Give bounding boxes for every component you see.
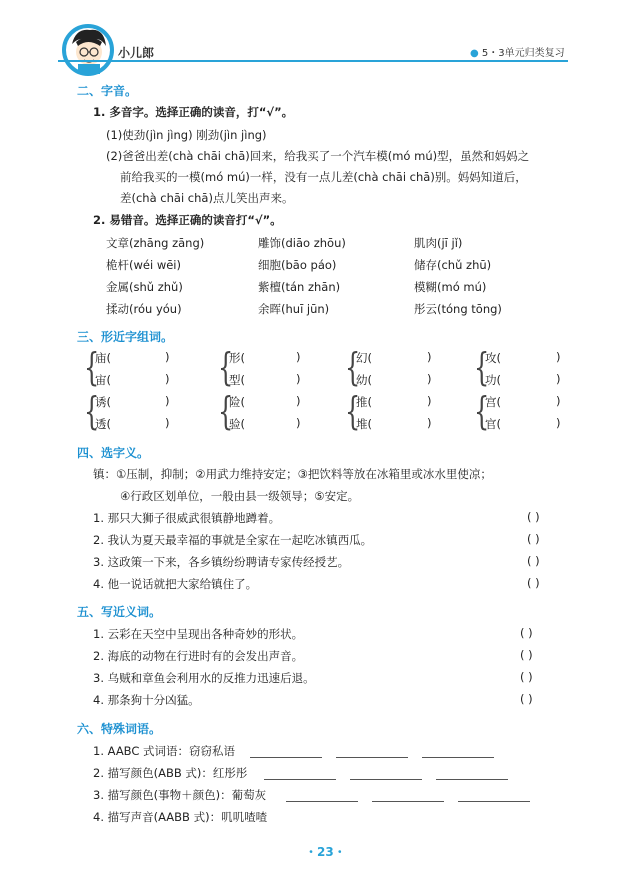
question-item: 2. 我认为夏天最幸福的事就是全家在一起吃冰镇西瓜。 — [93, 533, 373, 547]
word-group-char: 验( — [229, 417, 245, 431]
word-group-char: 型( — [229, 373, 245, 387]
brace: { — [84, 344, 100, 390]
answer-paren[interactable]: ( ) — [520, 626, 533, 640]
brace: { — [218, 344, 234, 390]
paren-close: ) — [427, 350, 432, 364]
section-5-title: 五、写近义词。 — [77, 605, 162, 619]
word-group-char: 功( — [485, 373, 501, 387]
section-2-title: 二、字音。 — [77, 84, 138, 98]
brace: { — [345, 388, 361, 434]
answer-paren[interactable]: ( ) — [520, 692, 533, 706]
answer-blank[interactable] — [336, 757, 408, 758]
s2-q1-2a: (2)爸爸出差(chà chāi chā)回来，给我买了一个汽车模(mó mú)型，虽然和妈妈之 — [106, 149, 530, 163]
word-group-char: 透( — [95, 417, 111, 431]
question-item: 3. 描写颜色(事物＋颜色)：葡萄灰 — [93, 788, 267, 802]
question-item: 4. 那条狗十分凶猛。 — [93, 693, 200, 707]
pinyin-item: 余晖(huī jūn) — [258, 302, 330, 316]
pinyin-item: 紫檀(tán zhān) — [258, 280, 341, 294]
unit-label: ● 5・3单元归类复习 — [470, 48, 565, 59]
answer-blank[interactable] — [350, 779, 422, 780]
word-group-char: 形( — [229, 351, 245, 365]
brace: { — [474, 344, 490, 390]
answer-blank[interactable] — [250, 757, 322, 758]
brace: { — [84, 388, 100, 434]
brace: { — [474, 388, 490, 434]
question-item: 2. 海底的动物在行进时有的会发出声音。 — [93, 649, 304, 663]
pinyin-item: 揉动(róu yóu) — [106, 302, 182, 316]
answer-blank[interactable] — [264, 779, 336, 780]
paren-close: ) — [296, 394, 301, 408]
answer-paren[interactable]: ( ) — [527, 532, 540, 546]
definition-line-2: ④行政区划单位，一般由县一级领导；⑤安定。 — [120, 489, 360, 503]
question-item: 1. 云彩在天空中呈现出各种奇妙的形状。 — [93, 627, 304, 641]
question-item: 4. 描写声音(AABB 式)：叽叽喳喳 — [93, 810, 268, 824]
s2-q1: 1. 多音字。选择正确的读音，打“√”。 — [93, 105, 294, 119]
word-group-char: 宫( — [485, 395, 501, 409]
paren-close: ) — [296, 372, 301, 386]
paren-close: ) — [556, 372, 561, 386]
word-group-char: 推( — [356, 395, 372, 409]
paren-close: ) — [296, 350, 301, 364]
word-group-char: 幻( — [356, 351, 372, 365]
question-item: 3. 这政策一下来，各乡镇纷纷聘请专家传经授艺。 — [93, 555, 350, 569]
pinyin-item: 储存(chǔ zhū) — [414, 258, 492, 272]
paren-close: ) — [556, 416, 561, 430]
word-group-char: 险( — [229, 395, 245, 409]
s2-q1-1: (1)使劲(jìn jìng) 刚劲(jìn jìng) — [106, 128, 267, 142]
answer-blank[interactable] — [436, 779, 508, 780]
word-group-char: 攻( — [485, 351, 501, 365]
brace: { — [345, 344, 361, 390]
answer-paren[interactable]: ( ) — [527, 576, 540, 590]
pinyin-item: 文章(zhāng zāng) — [106, 236, 205, 250]
answer-blank[interactable] — [372, 801, 444, 802]
paren-close: ) — [556, 394, 561, 408]
paren-close: ) — [427, 372, 432, 386]
s2-q1-2b: 前给我买的一模(mó mú)一样，没有一点儿差(chà chāi chā)别。妈妈知道后， — [120, 170, 527, 184]
section-6-title: 六、特殊词语。 — [77, 722, 162, 736]
question-item: 3. 乌贼和章鱼会利用水的反推力迅速后退。 — [93, 671, 315, 685]
header-rule — [58, 60, 568, 62]
pinyin-item: 彤云(tóng tōng) — [414, 302, 502, 316]
pinyin-item: 桅杆(wéi wēi) — [106, 258, 181, 272]
pinyin-item: 模糊(mó mú) — [414, 280, 487, 294]
paren-close: ) — [296, 416, 301, 430]
s2-q1-2c: 差(chà chāi chā)点儿笑出声来。 — [120, 191, 294, 205]
answer-paren[interactable]: ( ) — [520, 670, 533, 684]
paren-close: ) — [427, 416, 432, 430]
word-group-char: 诱( — [95, 395, 111, 409]
question-item: 2. 描写颜色(ABB 式)：红彤彤 — [93, 766, 248, 780]
section-4-title: 四、选字义。 — [77, 446, 150, 460]
question-item: 4. 他一说话就把大家给镇住了。 — [93, 577, 258, 591]
paren-close: ) — [165, 350, 170, 364]
word-group-char: 官( — [485, 417, 501, 431]
word-group-char: 堆( — [356, 417, 372, 431]
answer-paren[interactable]: ( ) — [520, 648, 533, 662]
pinyin-item: 肌肉(jī jǐ) — [414, 236, 463, 250]
s2-q2: 2. 易错音。选择正确的读音打“√”。 — [93, 213, 282, 227]
section-3-title: 三、形近字组词。 — [77, 330, 174, 344]
question-item: 1. AABC 式词语：窃窃私语 — [93, 744, 236, 758]
page-number: ・23・ — [305, 845, 346, 859]
answer-paren[interactable]: ( ) — [527, 510, 540, 524]
brand-name: 小儿郎 — [118, 46, 155, 60]
paren-close: ) — [427, 394, 432, 408]
paren-close: ) — [165, 394, 170, 408]
mascot-logo — [60, 20, 116, 76]
answer-blank[interactable] — [422, 757, 494, 758]
answer-paren[interactable]: ( ) — [527, 554, 540, 568]
question-item: 1. 那只大狮子很威武很镇静地蹲着。 — [93, 511, 281, 525]
pinyin-item: 金属(shǔ zhǔ) — [106, 280, 183, 294]
brace: { — [218, 388, 234, 434]
paren-close: ) — [556, 350, 561, 364]
word-group-char: 幼( — [356, 373, 372, 387]
answer-blank[interactable] — [286, 801, 358, 802]
paren-close: ) — [165, 416, 170, 430]
pinyin-item: 雕饰(diāo zhōu) — [258, 236, 346, 250]
word-group-char: 宙( — [95, 373, 111, 387]
word-group-char: 庙( — [95, 351, 111, 365]
pinyin-item: 细胞(bāo páo) — [258, 258, 337, 272]
definition-line-1: 镇：①压制，抑制；②用武力维持安定；③把饮料等放在冰箱里或冰水里使凉； — [93, 467, 492, 481]
paren-close: ) — [165, 372, 170, 386]
answer-blank[interactable] — [458, 801, 530, 802]
